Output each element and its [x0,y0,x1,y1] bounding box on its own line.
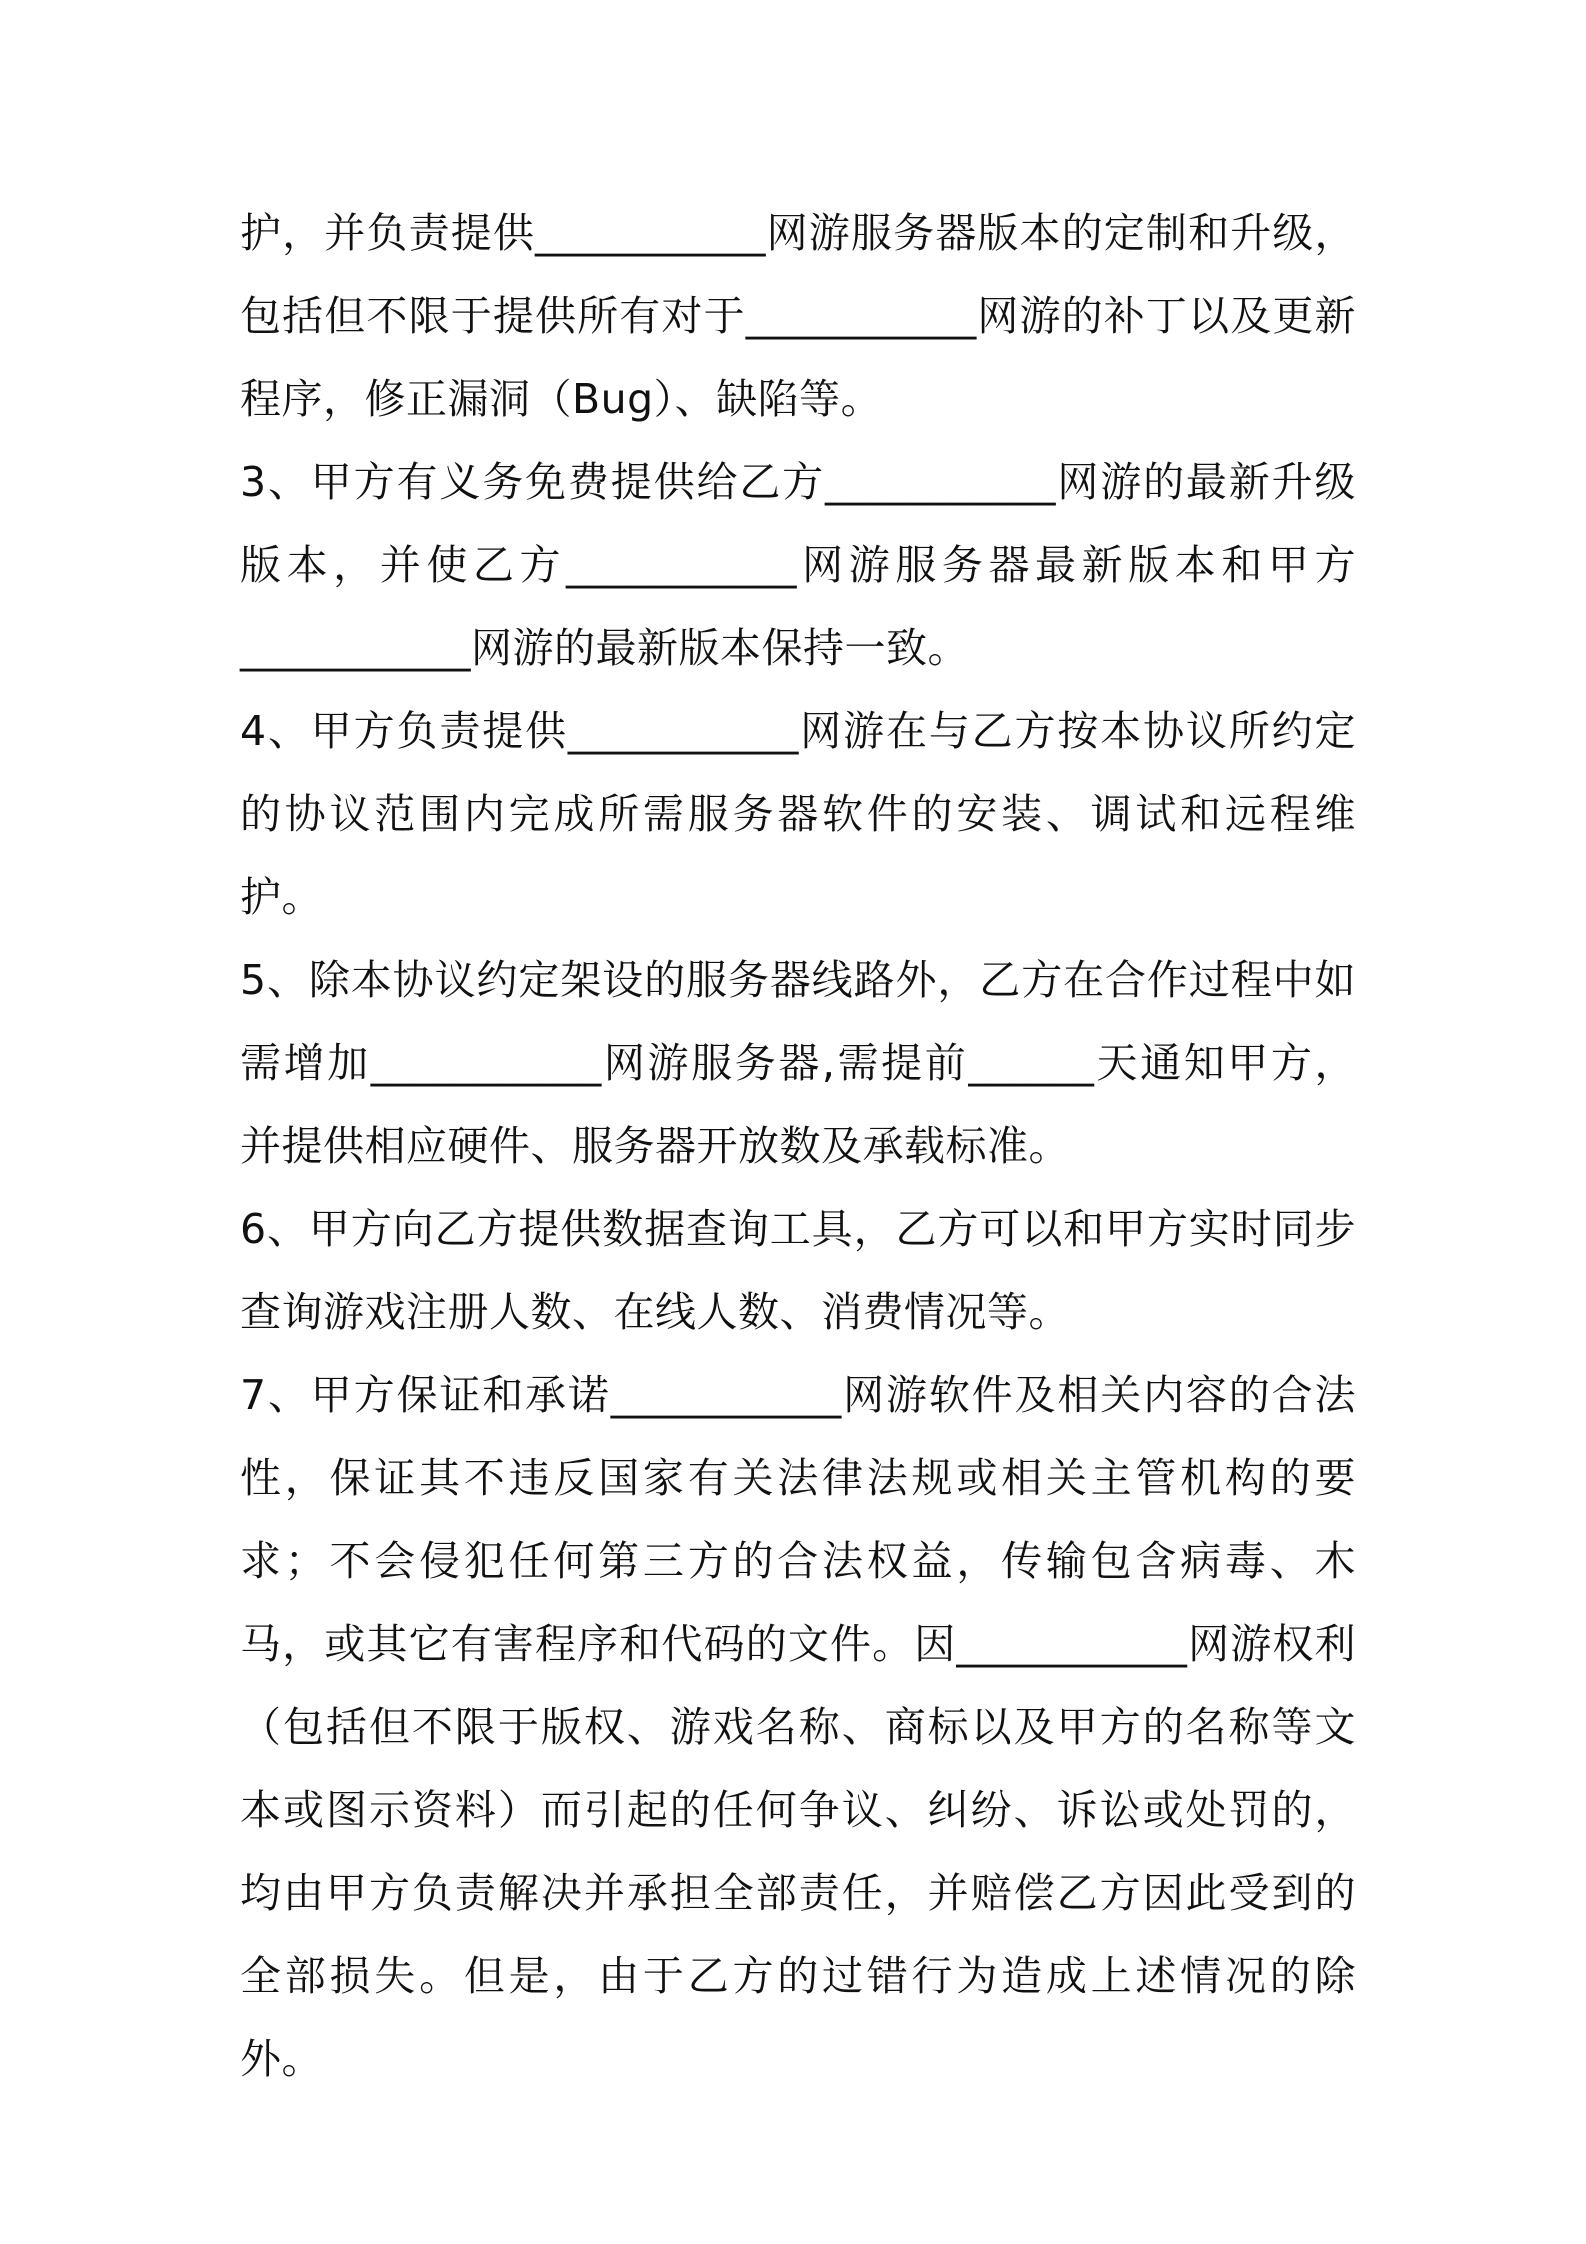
paragraph-clause-5: 5、除本协议约定架设的服务器线路外，乙方在合作过程中如需增加___________网游服务器,需提前______天通知甲方，并提供相应硬件、服务器开放数及承载标准。 [240,956,1356,1170]
paragraph-clause-7: 7、甲方保证和承诺___________网游软件及相关内容的合法性，保证其不违反国家有关法律法规或相关主管机构的要求；不会侵犯任何第三方的合法权益，传输包含病毒、木马，或其它有害程序和代码的文件。因___________网游权利（包括但不限于版权、游戏名称、商标以及甲方的名称等文本或图示资料）而引起的任何争议、纠纷、诉讼或处罚的，均由甲方负责解决并承担全部责任，并赔偿乙方因此受到的全部损失。但是，由于乙方的过错行为造成上述情况的除外。 [240,1371,1356,2083]
document-body [240,192,1356,2101]
paragraph-clause-6: 6、甲方向乙方提供数据查询工具，乙方可以和甲方实时同步查询游戏注册人数、在线人数、消费情况等。 [240,1205,1356,1336]
paragraph-clause-4: 4、甲方负责提供___________网游在与乙方按本协议所约定的协议范围内完成所需服务器软件的安装、调试和远程维护。 [240,707,1356,921]
paragraph-continuation: 护，并负责提供___________网游服务器版本的定制和升级，包括但不限于提供所有对于___________网游的补丁以及更新程序，修正漏洞（Bug）、缺陷等。 [240,209,1356,423]
paragraph-clause-3: 3、甲方有义务免费提供给乙方___________网游的最新升级版本，并使乙方___________网游服务器最新版本和甲方___________网游的最新版本保持一致。 [240,458,1356,672]
